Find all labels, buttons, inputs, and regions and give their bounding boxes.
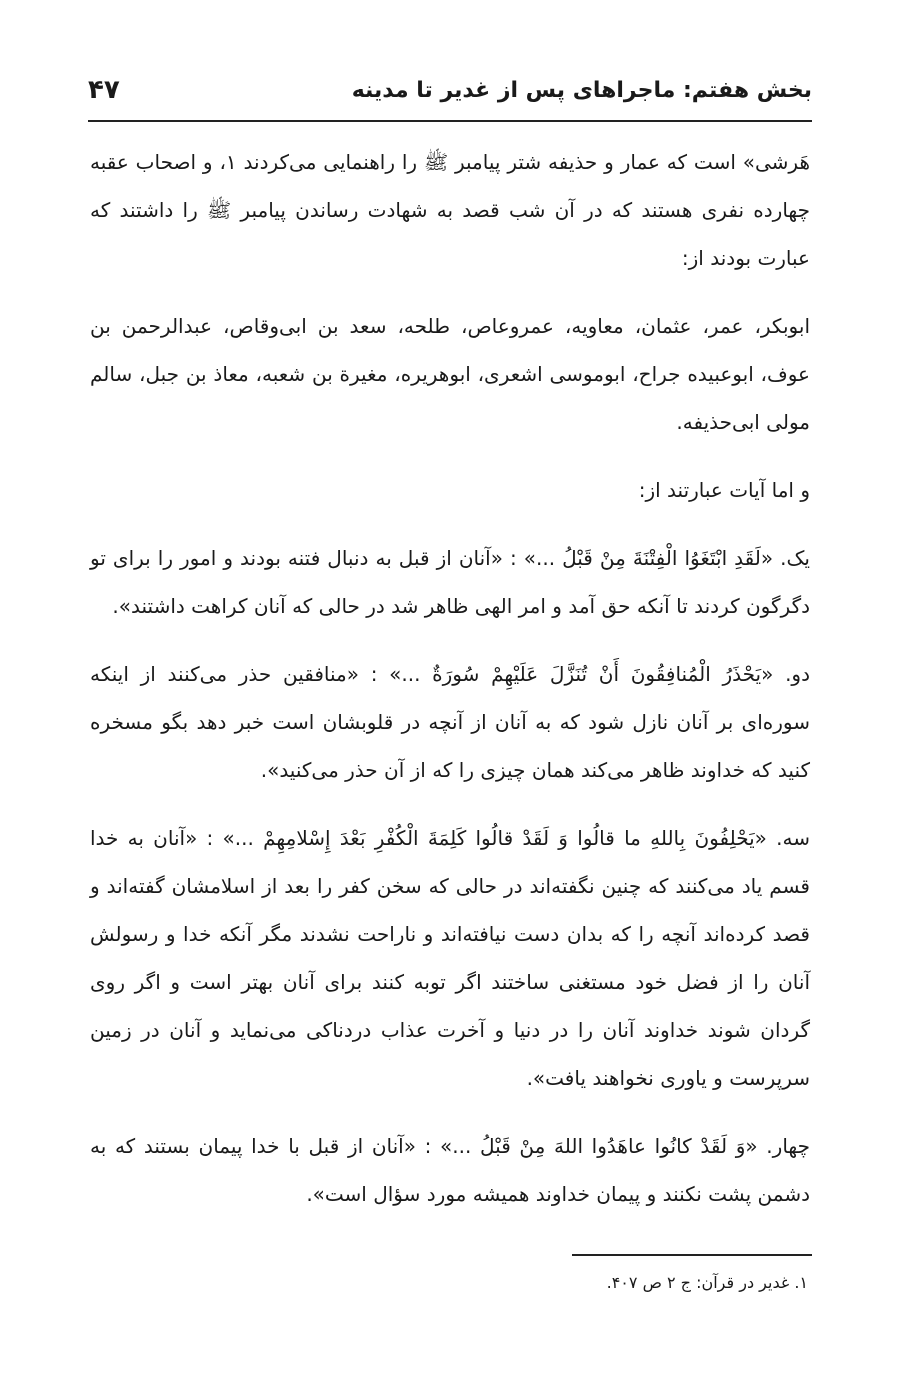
body-text xyxy=(90,138,810,1238)
page-header xyxy=(88,62,812,118)
header-divider xyxy=(88,120,812,122)
page-number: ۴۷ xyxy=(88,75,120,105)
chapter-title: بخش هفتم: ماجراهای پس از غدیر تا مدینه xyxy=(351,77,812,103)
paragraph-verse-one: یک. «لَقَدِ ابْتَغَوُا الْفِتْنَةَ مِنْ قَبْلُ ...» : «آنان از قبل به دنبال فتنه بودند و امور را برای تو دگرگون کردند تا آنکه حق آمد و امر الهی ظاهر شد در حالی که آنان کراهت داشتند». xyxy=(90,546,810,618)
paragraph-verses-intro: و اما آیات عبارتند از: xyxy=(638,478,810,502)
footnote-divider xyxy=(572,1254,812,1256)
paragraph-intro: هَرشی» است که عمار و حذیفه شتر پیامبر ﷺ را راهنمایی می‌کردند ۱، و اصحاب عقبه چهارده نفری هستند که در آن شب قصد به شهادت رساندن پیامبر ﷺ را داشتند که عبارت بودند از: xyxy=(90,150,810,270)
paragraph-names-list: ابوبکر، عمر، عثمان، معاویه، عمروعاص، طلحه، سعد بن ابی‌وقاص، عبدالرحمن بن عوف، ابوعبیده جراح، ابوموسی اشعری، ابوهریره، مغیرة بن شعبه، معاذ بن جبل، سالم مولی ابی‌حذیفه. xyxy=(90,314,810,434)
footnote: ۱. غدیر در قرآن: ج ۲ ص ۴۰۷. xyxy=(606,1273,808,1292)
paragraph-verse-three: سه. «یَحْلِفُونَ بِاللهِ ما قالُوا وَ لَقَدْ قالُوا کَلِمَةَ الْکُفْرِ بَعْدَ إِسْلامِهِمْ ...» : «آنان به خدا قسم یاد می‌کنند که چنین نگفته‌اند در حالی که سخن کفر را بعد از اسلامشان گفته‌اند و قصد کرده‌اند آنچه را که بدان دست نیافته‌اند و ناراحت نشدند مگر آنکه خدا و رسولش آنان را از فضل خود مستغنی ساختند اگر توبه کنند برای آنان بهتر است و اگر روی گردان شوند خداوند آنان را در دنیا و آخرت عذاب دردناکی می‌نماید و آنان در زمین سرپرست و یاوری نخواهند یافت». xyxy=(90,826,810,1090)
paragraph-verse-four: چهار. «وَ لَقَدْ کانُوا عاهَدُوا اللهَ مِنْ قَبْلُ ...» : «آنان از قبل با خدا پیمان بستند که به دشمن پشت نکنند و پیمان خداوند همیشه مورد سؤال است». xyxy=(90,1134,810,1206)
paragraph-verse-two: دو. «یَحْذَرُ الْمُنافِقُونَ أَنْ تُنَزَّلَ عَلَیْهِمْ سُورَةٌ ...» : «منافقین حذر می‌کنند از اینکه سوره‌ای بر آنان نازل شود که به آنان از آنچه در قلوبشان است خبر دهد بگو مسخره کنید که خداوند ظاهر می‌کند همان چیزی را که از آن حذر می‌کنید». xyxy=(90,662,810,782)
